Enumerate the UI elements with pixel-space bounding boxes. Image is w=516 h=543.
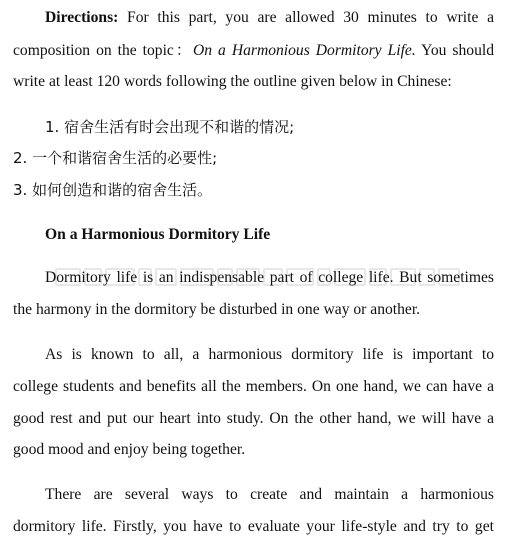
essay-line: good rest and put our heart into study. On the other hand, we will have a — [13, 410, 494, 427]
outline-number: 3. — [13, 181, 28, 199]
outline-number: 1. — [45, 118, 60, 136]
directions-line-2 — [13, 40, 494, 61]
outline-number: 2. — [13, 149, 28, 167]
essay-line: As is known to all, a harmonious dormitory life is important to — [45, 346, 494, 363]
essay-topic: On a Harmonious Dormitory Life. — [193, 42, 416, 59]
directions-label: Directions: — [45, 9, 119, 26]
essay-title-text: On a Harmonious Dormitory Life — [45, 226, 271, 243]
essay-line: good mood and enjoy being together. — [13, 441, 246, 458]
directions-line-3: write at least 120 words following the outline given below in Chinese: — [13, 73, 452, 90]
essay-line: dormitory life. Firstly, you have to evaluate your life-style and try to get — [13, 518, 494, 535]
essay-line: Dormitory life is an indispensable part of college life. But sometimes — [45, 269, 494, 286]
directions-text: You should — [415, 42, 495, 59]
outline-text: 宿舍生活有时会出现不和谐的情况; — [64, 118, 295, 136]
essay-line: There are several ways to create and maintain a harmonious — [45, 486, 494, 503]
outline-text: 如何创造和谐的宿舍生活。 — [32, 181, 213, 199]
essay-line: college students and benefits all the members. On one hand, we can have a — [13, 378, 494, 395]
outline-item — [13, 180, 494, 200]
directions-line-1 — [45, 8, 494, 28]
outline-item — [45, 117, 516, 137]
outline-item — [13, 148, 494, 168]
directions-text: For this part, you are allowed 30 minutes to write a — [118, 9, 494, 26]
directions-text: composition on the topic — [13, 42, 174, 59]
outline-text: 一个和谐宿舍生活的必要性; — [32, 149, 218, 167]
fullwidth-colon: ： — [173, 41, 194, 59]
essay-line: the harmony in the dormitory be disturbed in one way or another. — [13, 301, 421, 318]
essay-title — [45, 225, 494, 245]
